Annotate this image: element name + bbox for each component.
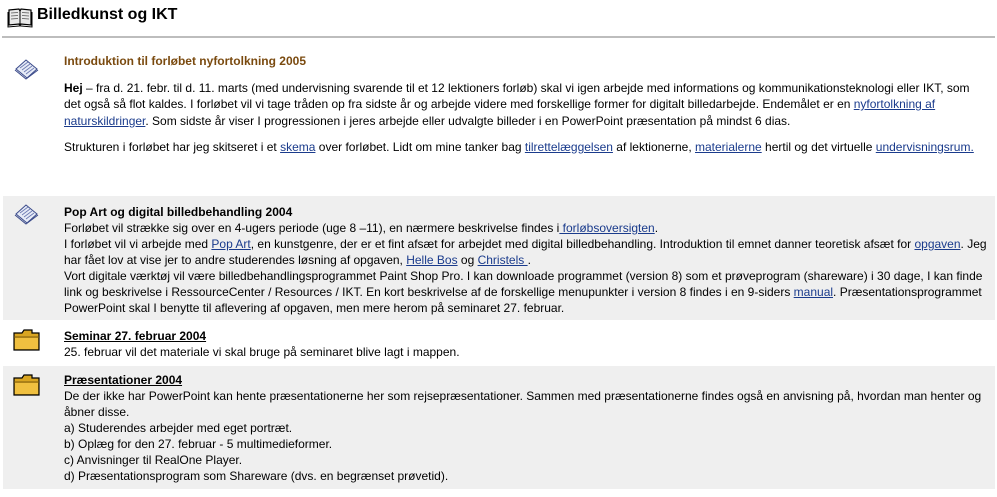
page-header <box>0 0 997 38</box>
popart-title: Pop Art og digital billedbehandling 2004 <box>64 205 293 219</box>
popart-l2-a: I forløbet vil vi arbejde med <box>64 237 212 251</box>
list-item: b) Oplæg for den 27. februar - 5 multimedieformer. <box>64 437 333 451</box>
praesentationer-title-link[interactable]: Præsentationer 2004 <box>64 373 183 387</box>
popart-l3-a: Vort digitale værktøj vil være billedbehandlingsprogrammet Paint Shop Pro. I kan downloade programmet (version 8) som et prøveprogram (shareware) i 30 dage, I kan finde link og beskrivelse i RessourceCenter / Resources / IKT. En kort beskrivelse af de forskellige menupunkter i version 8 findes i en 9-siders <box>64 269 983 299</box>
popart-l1-b: . <box>654 221 659 235</box>
intro-section <box>3 47 995 190</box>
seminar-title-link[interactable]: Seminar 27. februar 2004 <box>64 329 207 343</box>
intro-paragraph-1 <box>64 80 987 130</box>
folder-icon[interactable] <box>12 372 42 401</box>
skema-link[interactable]: skema <box>280 140 316 154</box>
christels-link[interactable]: Christels <box>477 253 528 267</box>
forloebsoversigten-link[interactable]: forløbsoversigten <box>559 221 655 235</box>
opgaven-link[interactable]: opgaven <box>914 237 961 251</box>
intro-p2-d: hertil og det virtuelle <box>761 140 876 154</box>
intro-p2-a: Strukturen i forløbet har jeg skitseret i et <box>64 140 281 154</box>
document-icon <box>12 57 40 84</box>
list-item: c) Anvisninger til RealOne Player. <box>64 453 243 467</box>
popart-line-3 <box>64 268 987 316</box>
intro-p2-b: over forløbet. Lidt om mine tanker bag <box>315 140 525 154</box>
intro-paragraph-2 <box>64 139 987 156</box>
naturskildringer-link[interactable]: nyfortolkning af naturskildringer <box>64 97 936 128</box>
popart-line-1 <box>64 220 987 236</box>
page-title: Billedkunst og IKT <box>37 6 178 23</box>
seminar-text: 25. februar vil det materiale vi skal bruge på seminaret blive lagt i mappen. <box>64 345 460 359</box>
document-icon <box>12 202 40 229</box>
popart-l2-d: og <box>457 253 478 267</box>
popart-line-2 <box>64 236 987 268</box>
praesentationer-section <box>3 366 995 489</box>
intro-greeting: Hej <box>64 80 83 95</box>
popart-l3-b: . Præsentationsprogrammet PowerPoint skal I benytte til aflevering af opgaven, men mere herom på seminaret 27. februar. <box>64 285 982 315</box>
materialerne-link[interactable]: materialerne <box>695 140 762 154</box>
manual-link[interactable]: manual <box>793 285 834 299</box>
popart-l2-b: , en kunstgenre, der er et fint afsæt for arbejdet med digital billedbehandling. Introduktion til emnet danner teoretisk afsæt for <box>250 237 915 251</box>
intro-title: Introduktion til forløbet nyfortolkning 2005 <box>64 54 306 68</box>
header-divider <box>2 36 995 38</box>
folder-icon[interactable] <box>12 327 42 356</box>
popart-section <box>3 196 995 320</box>
intro-p2-c: af lektionerne, <box>612 140 695 154</box>
popart-l1-a: Forløbet vil strække sig over en 4-ugers periode (uge 8 –11), en nærmere beskrivelse findes i <box>64 221 560 235</box>
list-item: a) Studerendes arbejder med eget portræt. <box>64 421 293 435</box>
praesentationer-text: De der ikke har PowerPoint kan hente præsentationerne her som rejsepræsentationer. Sammen med præsentationerne findes også en anvisning på, hvordan man henter og åbner disse. <box>64 389 982 419</box>
intro-text-b: . Som sidste år viser I progressionen i jeres arbejde eller udvalgte billeder i en PowerPoint præsentation på mindst 6 dias. <box>145 113 791 128</box>
undervisningsrum-link[interactable]: undervisningsrum. <box>875 140 974 154</box>
intro-text-a: – fra d. 21. febr. til d. 11. marts (med undervisning svarende til et 12 lektioners forløb) skal vi igen arbejde med informations og kommunikationsteknologi eller IKT, som det også så flot kaldes. I forløbet vil vi tage tråden op fra sidste år og arbejde videre med forskellige former for digitalt billedarbejde. Endemålet er en <box>64 80 970 111</box>
book-icon <box>7 6 33 31</box>
helle-bos-link[interactable]: Helle Bos <box>406 253 458 267</box>
list-item: d) Præsentationsprogram som Shareware (dvs. en begrænset prøvetid). <box>64 469 449 483</box>
popart-l2-e: . <box>527 253 531 267</box>
popart-l2-c: . Jeg har fået lov at vise jer to andre studerendes løsning af opgaven, <box>64 237 987 267</box>
pop-art-link[interactable]: Pop Art <box>211 237 251 251</box>
seminar-section <box>3 322 995 363</box>
tilrettelaeggelsen-link[interactable]: tilrettelæggelsen <box>524 140 613 154</box>
